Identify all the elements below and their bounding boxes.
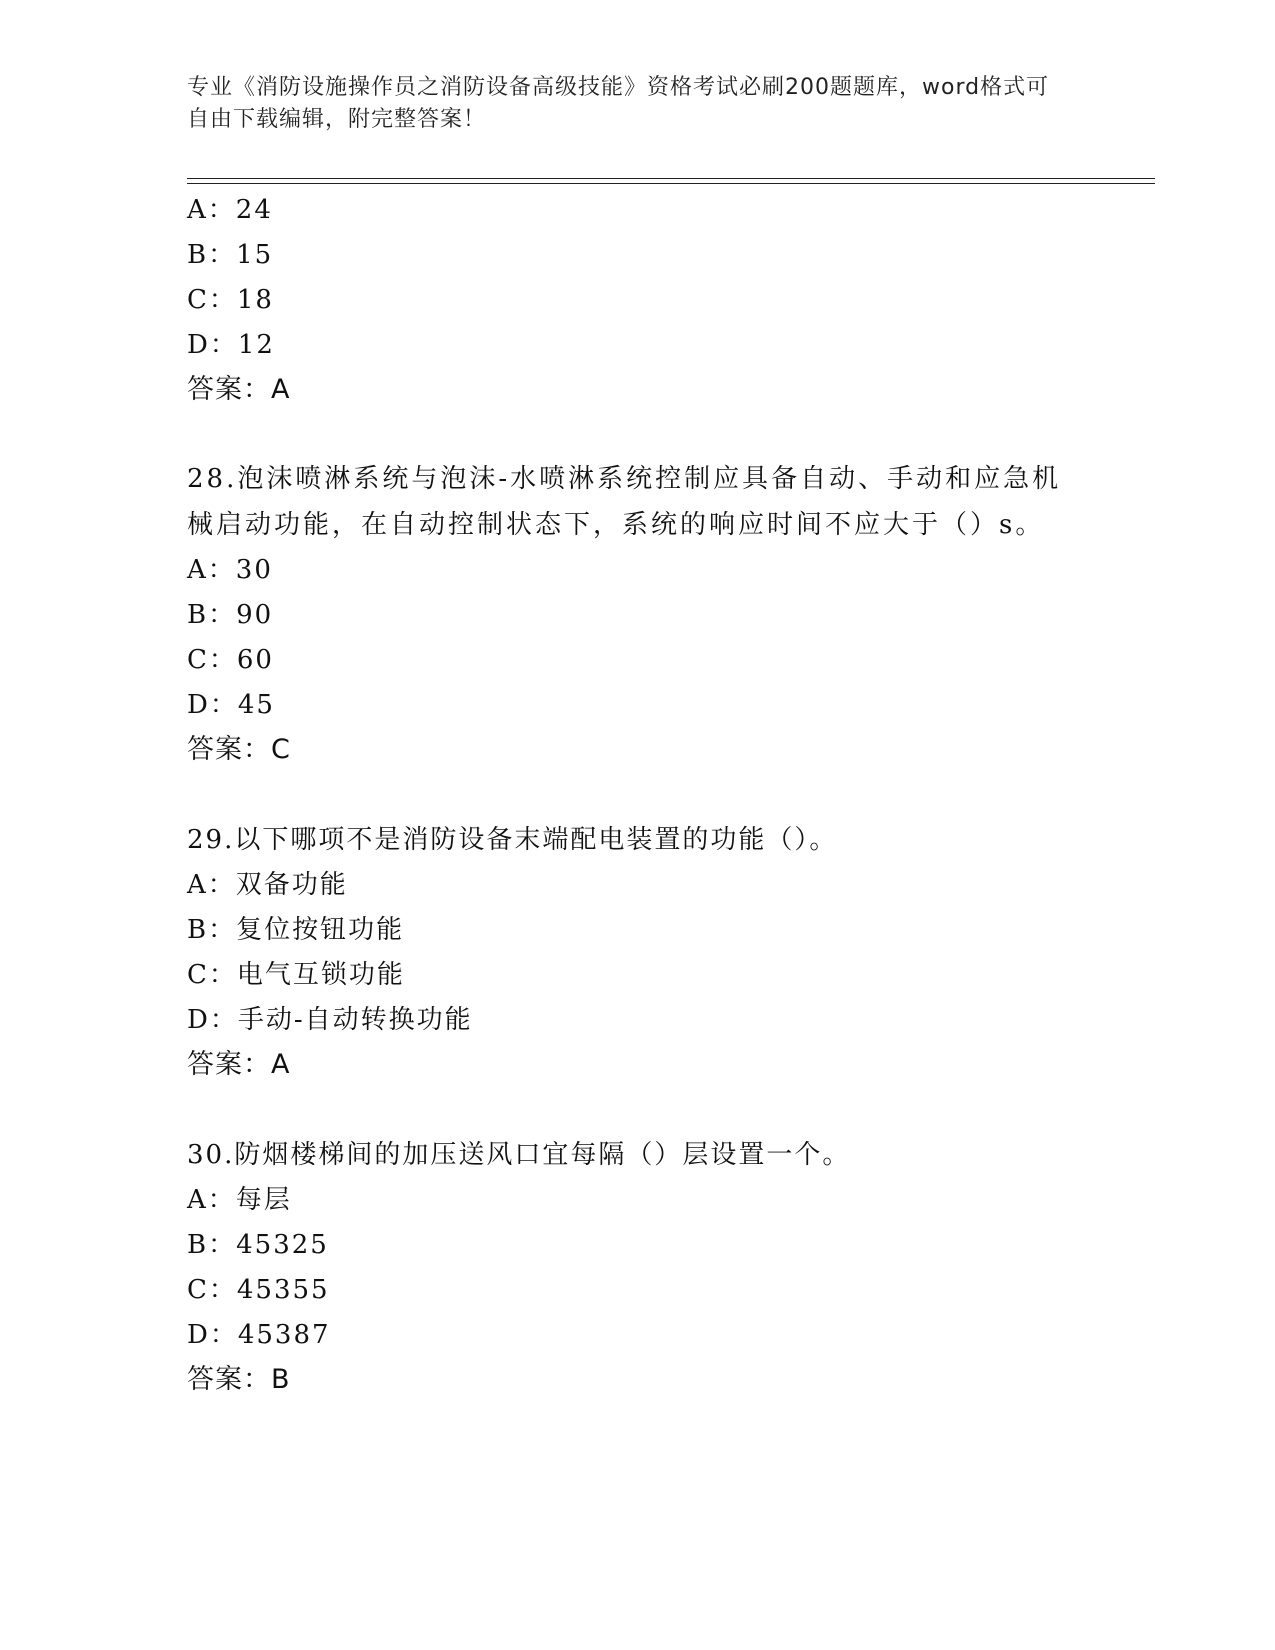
prev-answer: 答案：A <box>187 374 291 405</box>
question-28-option-c: C：60 <box>187 645 274 675</box>
prev-option-a: A：24 <box>187 195 273 225</box>
question-29-option-b: B：复位按钮功能 <box>187 915 405 945</box>
question-28-text: 28.泡沫喷淋系统与泡沫-水喷淋系统控制应具备自动、手动和应急机械启动功能，在自动控制状态下，系统的响应时间不应大于（）s。 <box>187 464 1062 540</box>
question-30-option-c: C：45355 <box>187 1275 330 1305</box>
question-29-option-c: C：电气互锁功能 <box>187 960 405 990</box>
header-divider-top <box>187 178 1155 179</box>
question-28-option-d: D：45 <box>187 690 275 720</box>
question-30-text: 30.防烟楼梯间的加压送风口宜每隔（）层设置一个。 <box>187 1140 851 1170</box>
question-28-option-b: B：90 <box>187 600 274 630</box>
document-header: 专业《消防设施操作员之消防设备高级技能》资格考试必刷200题题库，word格式可自由下载编辑，附完整答案！ <box>187 75 1050 132</box>
question-30-answer: 答案：B <box>187 1364 291 1395</box>
prev-option-c: C：18 <box>187 285 274 315</box>
question-29-answer: 答案：A <box>187 1049 291 1080</box>
question-30-option-b: B：45325 <box>187 1230 329 1260</box>
question-29-text: 29.以下哪项不是消防设备末端配电装置的功能（）。 <box>187 825 838 855</box>
prev-option-d: D：12 <box>187 330 275 360</box>
question-28-option-a: A：30 <box>187 555 273 585</box>
question-29-option-a: A：双备功能 <box>187 870 348 900</box>
question-30-option-a: A：每层 <box>187 1185 292 1215</box>
question-28-answer: 答案：C <box>187 734 291 765</box>
prev-option-b: B：15 <box>187 240 274 270</box>
question-29-option-d: D：手动-自动转换功能 <box>187 1005 473 1035</box>
question-30-option-d: D：45387 <box>187 1320 331 1350</box>
header-divider-bottom <box>187 183 1155 184</box>
